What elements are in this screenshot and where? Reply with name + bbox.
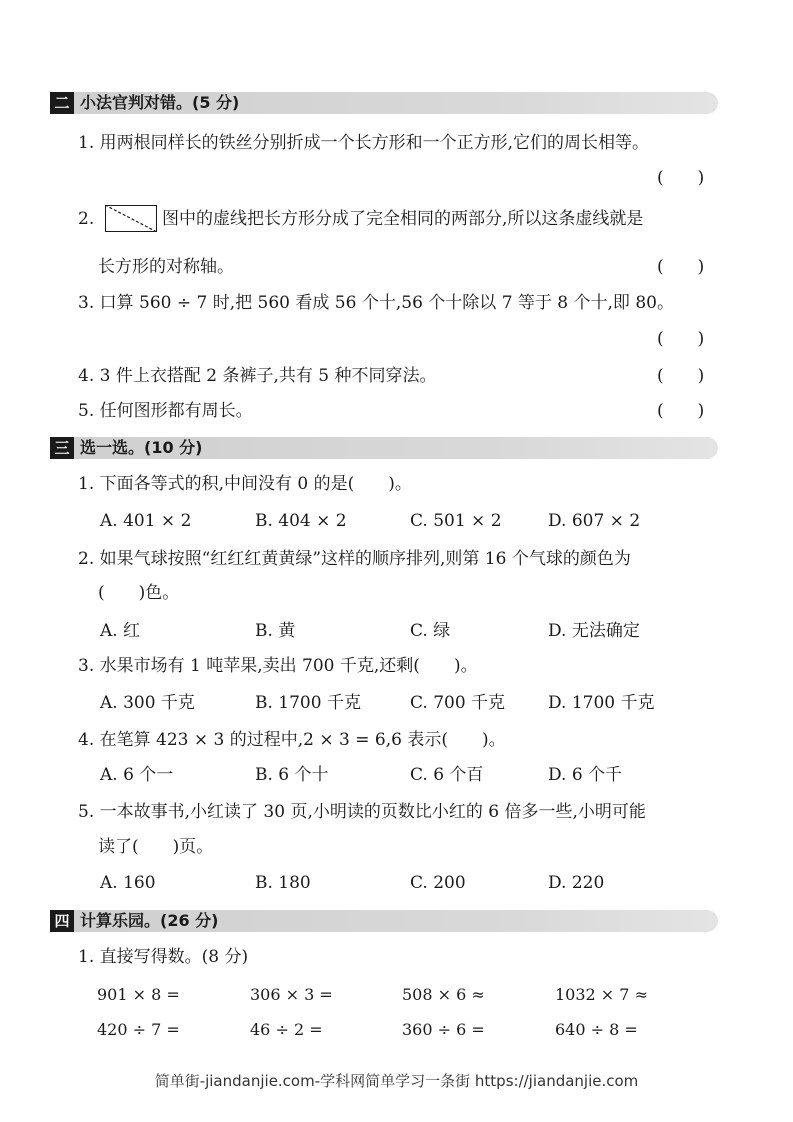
option-b[interactable]: B. 404 × 2 xyxy=(255,511,347,531)
option-a[interactable]: A. 红 xyxy=(100,621,141,641)
option-a[interactable]: A. 160 xyxy=(100,873,156,893)
calc-problem: 420 ÷ 7 = xyxy=(97,1020,180,1039)
section-header-judge xyxy=(50,92,718,114)
rectangle-diagram xyxy=(105,205,157,232)
judge-question-5: 5. 任何图形都有周长。 xyxy=(78,401,253,421)
option-b[interactable]: B. 1700 千克 xyxy=(255,693,361,713)
choice-question-3: 3. 水果市场有 1 吨苹果,卖出 700 千克,还剩( )。 xyxy=(78,656,478,676)
choice-question-4: 4. 在笔算 423 × 3 的过程中,2 × 3 = 6,6 表示( )。 xyxy=(78,730,506,750)
option-d[interactable]: D. 6 个千 xyxy=(548,765,623,785)
option-c[interactable]: C. 6 个百 xyxy=(410,765,484,785)
section-number: 二 xyxy=(50,92,74,114)
option-a[interactable]: A. 300 千克 xyxy=(100,693,195,713)
judge-question-4: 4. 3 件上衣搭配 2 条裤子,共有 5 种不同穿法。 xyxy=(78,366,437,386)
calc-problem: 1032 × 7 ≈ xyxy=(555,985,648,1004)
option-d[interactable]: D. 无法确定 xyxy=(548,621,640,641)
option-a[interactable]: A. 401 × 2 xyxy=(100,511,192,531)
calc-problem: 306 × 3 = xyxy=(250,985,333,1004)
option-c[interactable]: C. 501 × 2 xyxy=(410,511,502,531)
answer-paren[interactable]: ( ) xyxy=(657,401,705,421)
section-header-choice xyxy=(50,437,718,459)
section-header-calc xyxy=(50,910,718,932)
choice-question-2: 2. 如果气球按照“红红红黄黄绿”这样的顺序排列,则第 16 个气球的颜色为 xyxy=(78,549,631,569)
option-d[interactable]: D. 220 xyxy=(548,873,605,893)
answer-paren[interactable]: ( ) xyxy=(657,168,705,188)
option-a[interactable]: A. 6 个一 xyxy=(100,765,174,785)
judge-question-2-number: 2. xyxy=(78,209,95,229)
choice-question-2-cont: ( )色。 xyxy=(98,583,180,603)
judge-question-2-cont: 长方形的对称轴。 xyxy=(98,257,234,277)
answer-paren[interactable]: ( ) xyxy=(657,329,705,349)
choice-question-5: 5. 一本故事书,小红读了 30 页,小明读的页数比小红的 6 倍多一些,小明可能 xyxy=(78,802,646,822)
calc-problem: 508 × 6 ≈ xyxy=(402,985,485,1004)
option-b[interactable]: B. 6 个十 xyxy=(255,765,329,785)
option-c[interactable]: C. 绿 xyxy=(410,621,451,641)
judge-question-3: 3. 口算 560 ÷ 7 时,把 560 看成 56 个十,56 个十除以 7 等于 8 个十,即 80。 xyxy=(78,293,674,313)
option-c[interactable]: C. 700 千克 xyxy=(410,693,506,713)
dashed-diagonal-icon xyxy=(105,205,157,232)
option-c[interactable]: C. 200 xyxy=(410,873,466,893)
calc-problem: 46 ÷ 2 = xyxy=(250,1020,323,1039)
section-title: 选一选。(10 分) xyxy=(80,438,203,457)
calc-heading: 1. 直接写得数。(8 分) xyxy=(78,947,249,967)
choice-question-1: 1. 下面各等式的积,中间没有 0 的是( )。 xyxy=(78,474,412,494)
judge-question-2-text: 图中的虚线把长方形分成了完全相同的两部分,所以这条虚线就是 xyxy=(162,209,644,229)
choice-question-5-cont: 读了( )页。 xyxy=(98,837,214,857)
section-title: 计算乐园。(26 分) xyxy=(80,911,219,930)
option-b[interactable]: B. 黄 xyxy=(255,621,296,641)
option-d[interactable]: D. 607 × 2 xyxy=(548,511,641,531)
section-title: 小法官判对错。(5 分) xyxy=(80,93,240,112)
section-number: 四 xyxy=(50,910,74,932)
judge-question-1: 1. 用两根同样长的铁丝分别折成一个长方形和一个正方形,它们的周长相等。 xyxy=(78,133,650,153)
answer-paren[interactable]: ( ) xyxy=(657,366,705,386)
calc-problem: 901 × 8 = xyxy=(97,985,180,1004)
option-d[interactable]: D. 1700 千克 xyxy=(548,693,655,713)
section-number: 三 xyxy=(50,437,74,459)
calc-problem: 360 ÷ 6 = xyxy=(402,1020,485,1039)
calc-problem: 640 ÷ 8 = xyxy=(555,1020,638,1039)
answer-paren[interactable]: ( ) xyxy=(657,257,705,277)
option-b[interactable]: B. 180 xyxy=(255,873,311,893)
footer-watermark: 简单街-jiandanjie.com-学科网简单学习一条街 https://jiandanjie.com xyxy=(154,1072,639,1090)
